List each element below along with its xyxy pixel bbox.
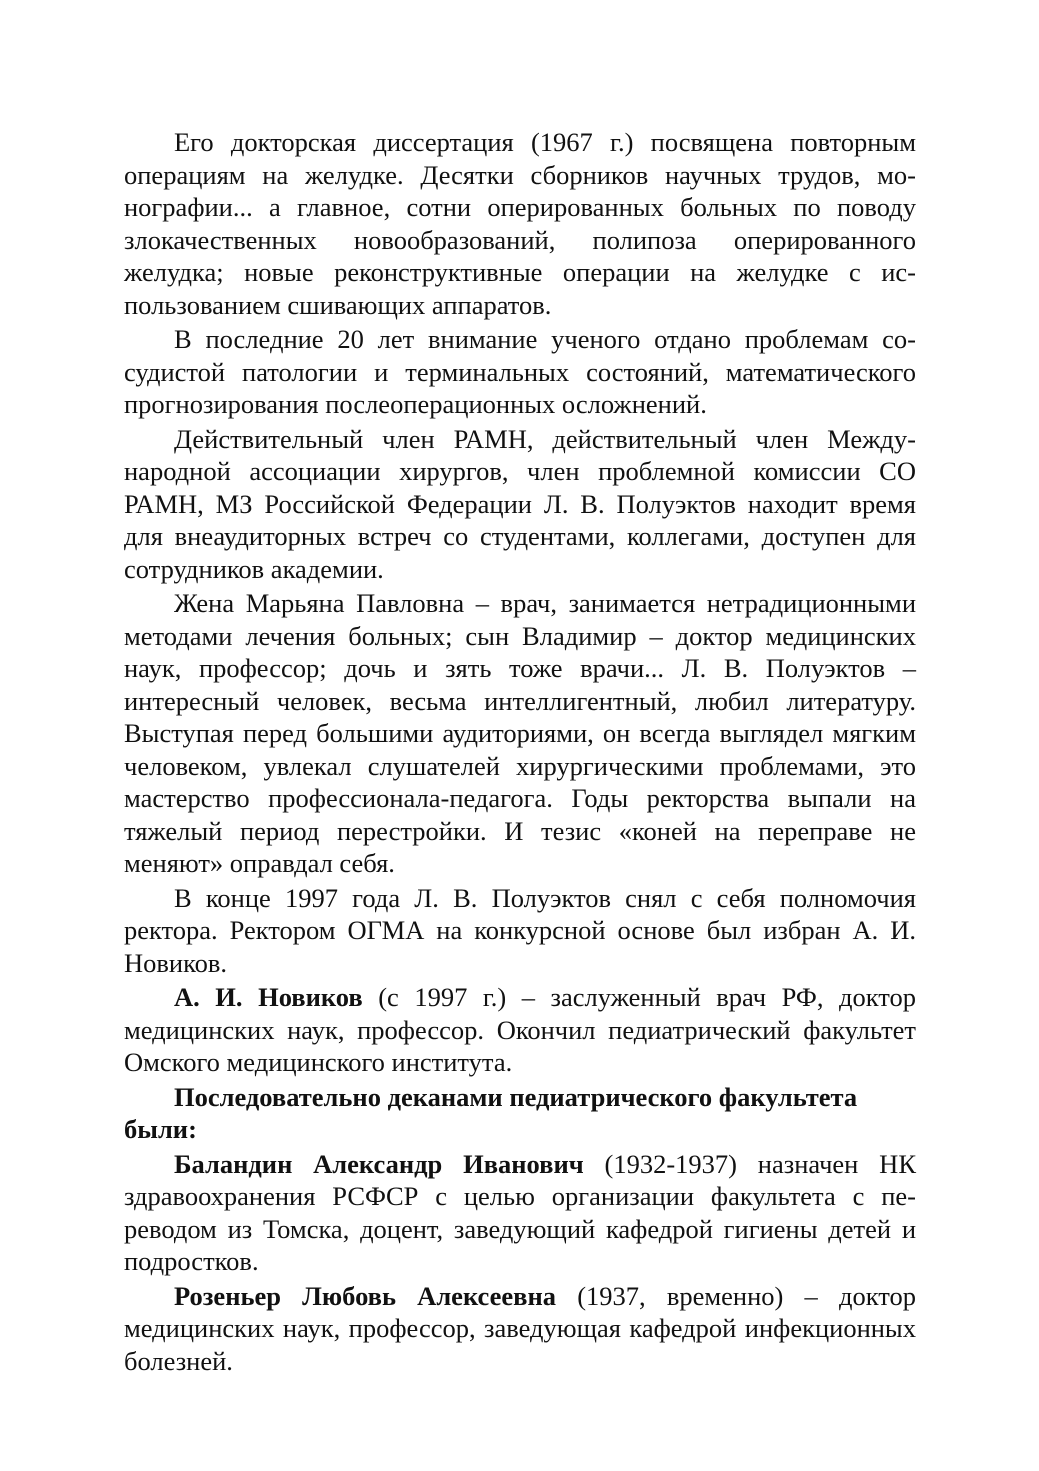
paragraph-balandin xyxy=(124,1148,916,1278)
paragraph-dissertation: Его докторская диссертация (1967 г.) посвящена повторным операциям на желудке. Десятки сборников научных трудов, монографии... а главное, сотни оперированных больных по поводу злокачественных новообразований, полипоза оперированного желудка; новые реконструктивные операции на желудке с использованием сшивающих аппаратов. xyxy=(124,127,916,320)
paragraph-rector-change: В конце 1997 года Л. В. Полуэктов снял с себя полномочия ректора. Ректором ОГМА на конкурсной основе был избран А. И. Новиков. xyxy=(124,882,916,978)
paragraph-balandin-text: (1932-1937) назначен НК здравоохранения РСФСР с целью организации факультета с переводом из Томска, доцент, заведующий кафедрой гигиены детей и подростков. xyxy=(124,1148,916,1276)
document-page xyxy=(124,126,916,1377)
person-name-novikov: А. И. Новиков xyxy=(174,982,363,1012)
person-name-balandin: Баландин Александр Иванович xyxy=(174,1148,584,1179)
paragraph-novikov-text: (с 1997 г.) – заслуженный врач РФ, доктор медицинских наук, профессор. Окончил педиатрический факультет Омского медицинского института. xyxy=(124,982,916,1077)
paragraph-memberships: Действительный член РАМН, действительный член Международной ассоциации хирургов, член проблемной комиссии СО РАМН, МЗ Российской Федерации Л. В. Полуэктов находит время для внеаудиторных встреч со студентами, коллегами, доступен для сотрудников академии. xyxy=(124,423,916,584)
paragraph-rozenyer-text: (1937, временно) – доктор медицинских наук, профессор, заведующая кафедрой инфекционных болезней. xyxy=(124,1280,916,1376)
paragraph-novikov xyxy=(124,981,916,1079)
paragraph-rozenyer xyxy=(124,1280,916,1378)
paragraph-research-focus: В последние 20 лет внимание ученого отдано проблемам сосудистой патологии и терминальных состояний, математического прогнозирования послеоперационных осложнений. xyxy=(124,324,916,419)
person-name-rozenyer: Розеньер Любовь Алексеевна xyxy=(174,1280,556,1311)
section-heading-deans: Последовательно деканами педиатрического факультета были: xyxy=(124,1081,858,1144)
paragraph-family: Жена Марьяна Павловна – врач, занимается нетрадиционными методами лечения больных; сын Владимир – доктор медицинских наук, профессор; дочь и зять тоже врачи... Л. В. Полуэктов – интересный человек, весьма интеллигентный, любил литературу. Выступая перед большими аудиториями, он всегда выглядел мягким человеком, увлекал слушателей хирургическими проблемами, это мастерство профессионала-педагога. Годы ректорства выпали на тяжелый период перестройки. И тезис «коней на переправе не меняют» оправдал себя. xyxy=(124,588,916,878)
